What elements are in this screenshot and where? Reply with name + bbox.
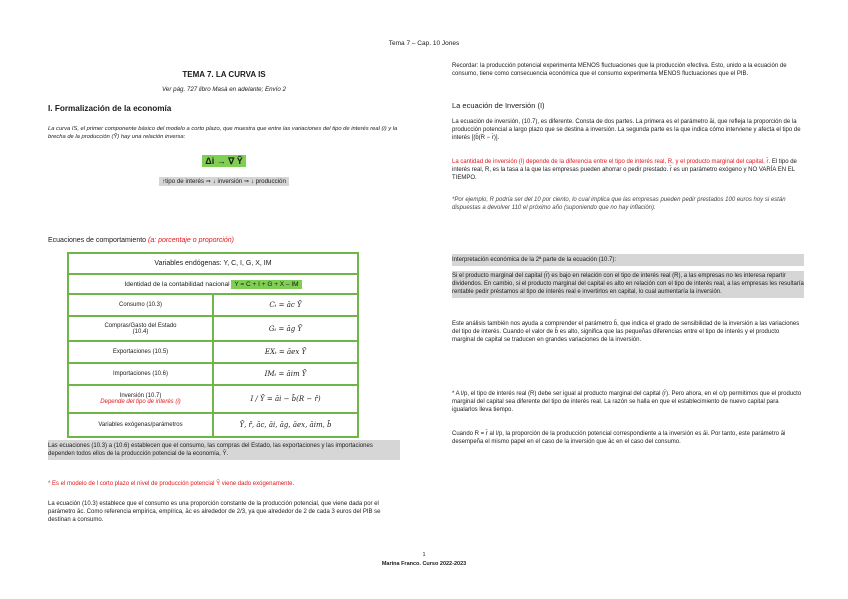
- row-consumo-formula: Cₜ = āc Ȳ: [213, 294, 358, 316]
- endogenous-row: [68, 253, 358, 274]
- long-run-conclusion: Cuando R = r̄ al l/p, la proporción de la producción potencial correspondiente a la inversión es āi. Por tanto, este parámetro āi desempeña el mismo papel en el caso de la inversión que āc en el caso del consumo.: [452, 431, 786, 446]
- row-exogenous-label: Variables exógenas/parámetros: [68, 413, 213, 437]
- investment-paragraph-2: [452, 158, 802, 183]
- row-export-label: Exportaciones (10.5): [68, 341, 213, 363]
- formula-wrap: [0, 151, 448, 169]
- identity-label: Identidad de la contabilidad nacional: [124, 280, 230, 288]
- interpretation-paragraph: Si el producto marginal del capital (r̄) es bajo en relación con el tipo de interés real (R), a las empresas no les interesa repartir dividendos. En cambio, si el producto marginal del capital es alto en relación con el tipo de interés real, a las empresas les resultaría rentable pedir préstamos al tipo de interés real e invertirlos en capital, lo cual aumentaría la inversión.: [452, 271, 804, 298]
- interpretation-heading: Interpretación económica de la 2ª parte de la ecuación (10.7):: [452, 254, 804, 266]
- equations-table: [67, 252, 359, 438]
- page-title: TEMA 7. LA CURVA IS: [182, 70, 266, 79]
- row-export-formula: EXₜ = āex Ȳ: [213, 341, 358, 363]
- gasto-label-line2: (10.4): [132, 328, 149, 335]
- investment-rest: El tipo de interés real, R, es la tasa a la que las empresas pueden ahorrar o pedir prestado. r̄ es un parámetro exógeno y NO VARÍA EN EL TIEMPO.: [452, 159, 797, 182]
- row-gasto-formula: Gₜ = āg Ȳ: [213, 316, 358, 341]
- row-consumo-label: Consumo (10.3): [68, 294, 213, 316]
- page-number: 1: [422, 552, 426, 558]
- behaviour-heading: Ecuaciones de comportamiento: [48, 237, 147, 244]
- investment-example: *Por ejemplo, R podría ser del 10 por ciento, lo cual implica que las empresas pueden pedir prestados 100 euros hoy si están dispuestas a devolver 110 el próximo año (suponiendo que no hay inflación).: [452, 197, 786, 212]
- paragraph-consumption-equation: La ecuación (10.3) establece que el consumo es una proporción constante de la producción potencial, que viene dada por el parámetro āc. Como referencia empírica, empírica, āc es alrededor de 2/3, ya que alrededor de 2 de cada 3 euros del PIB se destinan a consumo.: [48, 501, 381, 524]
- endogenous-vars: Y, C, I, G, X, IM: [223, 260, 272, 267]
- row-import-formula: IMₜ = āim Ȳ: [213, 363, 358, 385]
- footer-author: Marina Franco. Curso 2022-2023: [381, 561, 467, 567]
- investment-heading: La ecuación de Inversión (I): [452, 101, 545, 110]
- gasto-label-line1: Compras/Gasto del Estado: [104, 322, 177, 329]
- identity-row: [68, 274, 358, 294]
- investment-highlight: La cantidad de inversión (I) depende de la diferencia entre el tipo de interés real, R, y el producto marginal del capital, r̄.: [452, 159, 771, 165]
- behaviour-heading-line: [48, 237, 234, 244]
- row-import-label: Importaciones (10.6): [68, 363, 213, 385]
- section-heading: I. Formalización de la economía: [48, 104, 172, 113]
- remember-paragraph: Recordar: la producción potencial experimenta MENOS fluctuaciones que la producción efectiva. Esto, unido a la ecuación de consumo, tiene como consecuencia económica que el consumo experimenta MENOS fluctuaciones que el PIB.: [452, 63, 787, 78]
- behaviour-note: (a: porcentaje o proporción): [148, 237, 235, 244]
- investment-paragraph-1: La ecuación de inversión, (10.7), es diferente. Consta de dos partes. La primera es el parámetro āi, que refleja la proporción de la producción potencial a largo plazo que se destina a inversión. La segunda parte es la que indica cómo interviene y afecta el tipo de interés [(b̄(R − r̄)].: [452, 119, 801, 142]
- row-inversion-formula: I / Ȳ = āi − b̄(R − r̄): [213, 385, 358, 413]
- sensitivity-paragraph: Este análisis también nos ayuda a comprender el parámetro b̄, que indica el grado de sensibilidad de la inversión a las variaciones del tipo de interés. Cuando el valor de b̄ es alto, significa que las pequeñas diferencias entre el tipo de interés y el producto marginal de capital se traducen en grandes variaciones de la inversión.: [452, 321, 800, 344]
- page-subtitle: Ver pág. 727 libro Masà en adelante; Envío 2: [162, 86, 286, 93]
- row-inversion-label: [68, 385, 213, 413]
- paragraph-exogenous-note: * Es el modelo de l corto plazo el nivel de producción potencial Ȳ viene dado exógenamente.: [48, 481, 295, 487]
- intro-paragraph: La curva IS, el primer componente básico del modelo a corto plazo, que muestra que entre las variaciones del tipo de interés real (i) y la brecha de la producción (Ỹ) hay una relación inversa:: [48, 126, 398, 141]
- endogenous-label: Variables endógenas:: [154, 260, 222, 267]
- inversion-note: Depende del tipo de interés (i): [100, 399, 181, 405]
- paragraph-consumption-dependence: Las ecuaciones (10.3) a (10.6) establecen que el consumo, las compras del Estado, las exportaciones y las importaciones dependen todos ellos de la producción potencial de la economía, Ȳ.: [48, 440, 400, 460]
- identity-formula: Y = C + I + G + X – IM: [231, 280, 301, 289]
- chain-box: ↑tipo de interés ⇒ ↓ inversión ⇒ ↓ producción: [159, 177, 289, 186]
- page-header: Tema 7 – Cap. 10 Jones: [388, 40, 460, 47]
- chain-wrap: [0, 170, 448, 188]
- row-exogenous-formula: Ȳ, r̄, āc, āi, āg, āex, āim, b̄: [213, 413, 358, 437]
- row-gasto-label: [68, 316, 213, 341]
- long-run-paragraph: * A l/p, el tipo de interés real (R) debe ser igual al producto marginal del capital (r̄). Pero ahora, en el c/p permitimos que el producto marginal del capital sea diferente del tipo de interés real. La razón se halla en que el establecimiento de nuevo capital para igualarlos lleva tiempo.: [452, 391, 802, 414]
- inversion-label: Inversión (10.7): [119, 393, 162, 399]
- formula-box: Δi → ∇ Ỹ: [202, 155, 246, 167]
